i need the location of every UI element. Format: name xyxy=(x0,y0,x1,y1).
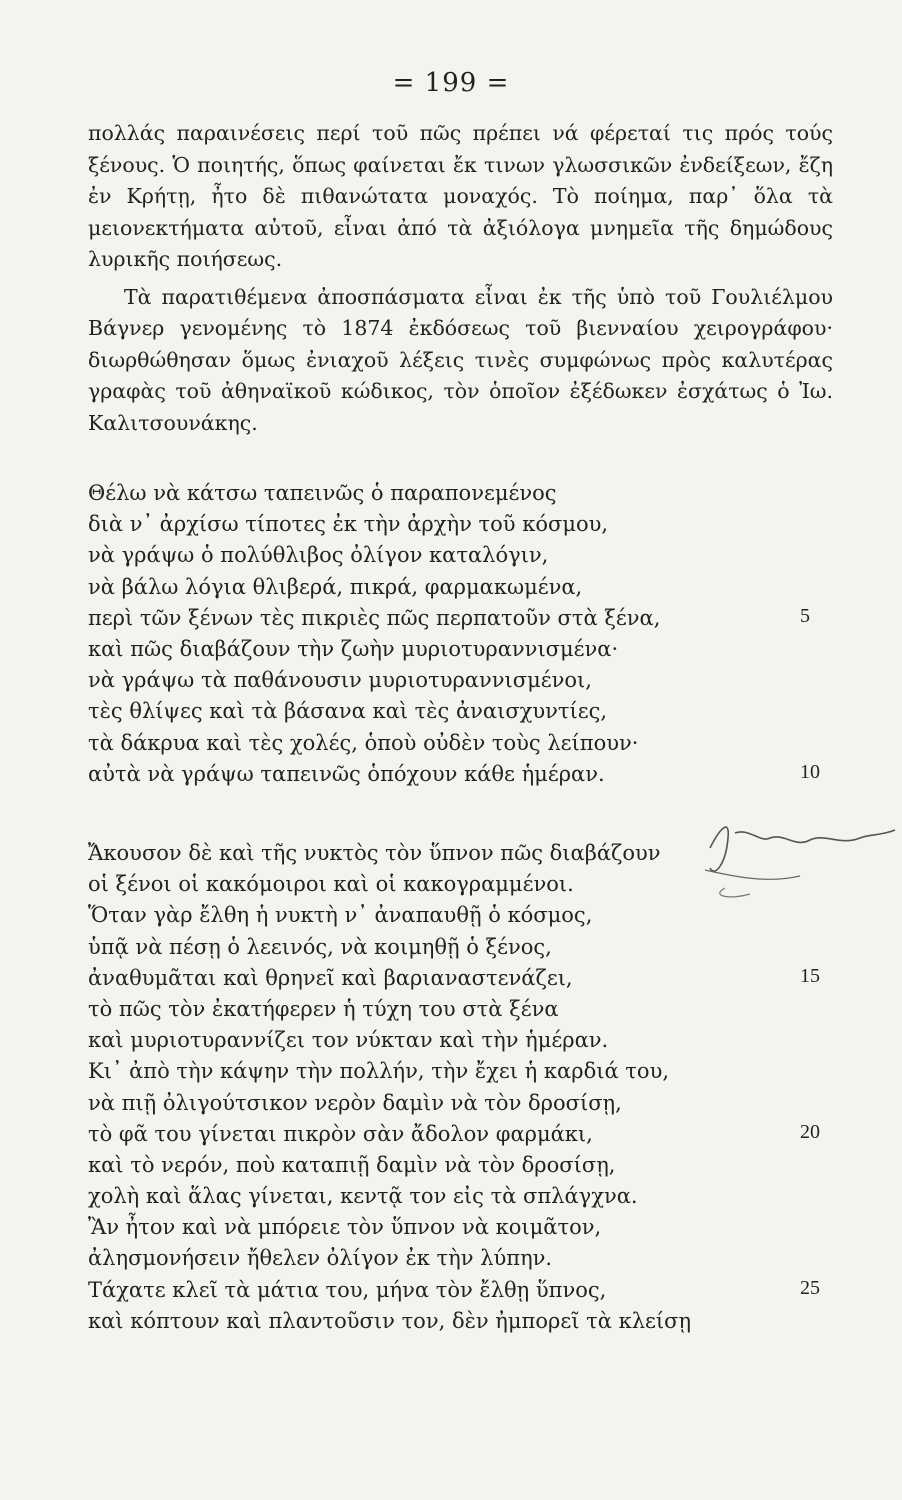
verse-line xyxy=(88,900,828,931)
prose-section xyxy=(88,118,833,445)
verse-text: οἱ ξένοι οἱ κακόμοιροι καὶ οἱ κακογραμμένοι. xyxy=(88,872,574,897)
verse-line xyxy=(88,665,828,696)
line-number: 25 xyxy=(800,1276,820,1299)
handwritten-signature xyxy=(700,808,900,903)
verse-line xyxy=(88,572,828,603)
verse-line xyxy=(88,994,828,1025)
verse-text: νὰ βάλω λόγια θλιβερά, πικρά, φαρμακωμένα, xyxy=(88,574,583,599)
verse-text: καὶ κόπτουν καὶ πλαντοῦσιν τον, δὲν ἠμπορεῖ τὰ κλείσῃ xyxy=(88,1308,692,1333)
verse-line xyxy=(88,696,828,727)
verse-line xyxy=(88,963,828,994)
verse-text: αὐτὰ νὰ γράψω ταπεινῶς ὁπόχουν κάθε ἡμέραν. xyxy=(88,761,605,786)
verse-line xyxy=(88,1025,828,1056)
verse-text: νὰ γράψω ὁ πολύθλιβος ὀλίγον καταλόγιν, xyxy=(88,543,549,568)
verse-line xyxy=(88,1150,828,1181)
verse-text: Ἂν ἦτον καὶ νὰ μπόρειε τὸν ὕπνον νὰ κοιμᾶτον, xyxy=(88,1215,602,1240)
verse-line xyxy=(88,1056,828,1087)
verse-text: καὶ τὸ νερόν, ποὺ καταπιῇ δαμὶν νὰ τὸν δροσίσῃ, xyxy=(88,1152,616,1177)
page-number: = 199 = xyxy=(392,68,510,98)
verse-text: περὶ τῶν ξένων τὲς πικριὲς πῶς περπατοῦν στὰ ξένα, xyxy=(88,605,661,630)
verse-line xyxy=(88,1306,828,1337)
verse-line xyxy=(88,603,828,634)
verse-text: διὰ ν᾽ ἀρχίσω τίποτες ἐκ τὴν ἀρχὴν τοῦ κόσμου, xyxy=(88,512,609,537)
verse-line xyxy=(88,728,828,759)
verse-line xyxy=(88,759,828,790)
verse-text: Θέλω νὰ κάτσω ταπεινῶς ὁ παραπονεμένος xyxy=(88,481,557,505)
verse-line xyxy=(88,1243,828,1274)
verse-line xyxy=(88,509,828,540)
verse-line xyxy=(88,1088,828,1119)
poem-stanza xyxy=(88,478,828,790)
verse-text: τὸ πῶς τὸν ἐκατήφερεν ἡ τύχη του στὰ ξένα xyxy=(88,996,559,1021)
verse-line xyxy=(88,1212,828,1243)
line-number: 5 xyxy=(800,604,810,627)
verse-line xyxy=(88,540,828,571)
verse-line xyxy=(88,1275,828,1306)
verse-text: τὲς θλίψες καὶ τὰ βάσανα καὶ τὲς ἀναισχυντίες, xyxy=(88,699,608,724)
verse-text: καὶ πῶς διαβάζουν τὴν ζωὴν μυριοτυραννισμένα· xyxy=(88,636,619,661)
poem-stanza xyxy=(88,838,828,1337)
verse-text: Ἄκουσον δὲ καὶ τῆς νυκτὸς τὸν ὕπνον πῶς διαβάζουν xyxy=(88,841,661,865)
verse-line xyxy=(88,634,828,665)
verse-line xyxy=(88,478,828,509)
verse-text: νὰ γράψω τὰ παθάνουσιν μυριοτυραννισμένοι, xyxy=(88,668,592,693)
verse-text: ἀναθυμᾶται καὶ θρηνεῖ καὶ βαριαναστενάζει, xyxy=(88,965,573,990)
verse-line xyxy=(88,1181,828,1212)
line-number: 15 xyxy=(800,964,820,987)
verse-text: ὑπᾷ νὰ πέσῃ ὁ λεεινός, νὰ κοιμηθῇ ὁ ξένος, xyxy=(88,934,552,959)
line-number: 10 xyxy=(800,760,820,783)
verse-line xyxy=(88,1119,828,1150)
verse-text: νὰ πιῇ ὀλιγούτσικον νερὸν δαμὶν νὰ τὸν δροσίσῃ, xyxy=(88,1090,622,1115)
verse-text: Κι᾽ ἀπὸ τὴν κάψην τὴν πολλήν, τὴν ἔχει ἡ καρδιά του, xyxy=(88,1059,670,1084)
verse-text: χολὴ καὶ ἅλας γίνεται, κεντᾷ τον εἰς τὰ σπλάγχνα. xyxy=(88,1184,638,1209)
verse-text: καὶ μυριοτυραννίζει τον νύκταν καὶ τὴν ἡμέραν. xyxy=(88,1028,609,1053)
verse-text: Τάχατε κλεῖ τὰ μάτια του, μήνα τὸν ἔλθῃ ὕπνος, xyxy=(88,1277,607,1302)
verse-text: Ὅταν γὰρ ἔλθη ἡ νυκτὴ ν᾽ ἀναπαυθῇ ὁ κόσμος, xyxy=(88,903,593,928)
line-number: 20 xyxy=(800,1120,820,1143)
prose-paragraph: Τὰ παρατιθέμενα ἀποσπάσματα εἶναι ἐκ τῆς ὑπὸ τοῦ Γουλιέλμου Βάγνερ γενομένης τὸ 1874 ἐκδόσεως τοῦ βιενναίου χειρογράφου· διωρθώθησαν ὅμως ἐνιαχοῦ λέξεις τινὲς συμφώνως πρὸς καλυτέρας γραφὰς τοῦ ἀθηναϊκοῦ κώδικος, τὸν ὁποῖον ἐξέδωκεν ἐσχάτως ὁ Ἰω. Καλιτσουνάκης. xyxy=(88,284,833,435)
verse-text: τὸ φᾶ του γίνεται πικρὸν σὰν ἄδολον φαρμάκι, xyxy=(88,1121,593,1146)
verse-text: ἀλησμονήσειν ἤθελεν ὀλίγον ἐκ τὴν λύπην. xyxy=(88,1246,553,1271)
prose-paragraph: πολλάς παραινέσεις περί τοῦ πῶς πρέπει νά φέρεταί τις πρός τούς ξένους. Ὁ ποιητής, ὅπως φαίνεται ἔκ τινων γλωσσικῶν ἐνδείξεων, ἔζη ἐν Κρήτῃ, ἦτο δὲ πιθανώτατα μοναχός. Τὸ ποίημα, παρ᾽ ὅλα τὰ μειονεκτήματα αὐτοῦ, εἶναι ἀπό τὰ ἀξιόλογα μνημεῖα τῆς δημώδους λυρικῆς ποιήσεως. xyxy=(88,121,833,271)
verse-text: τὰ δάκρυα καὶ τὲς χολές, ὁποὺ οὐδὲν τοὺς λείπουν· xyxy=(88,730,639,755)
verse-line xyxy=(88,932,828,963)
